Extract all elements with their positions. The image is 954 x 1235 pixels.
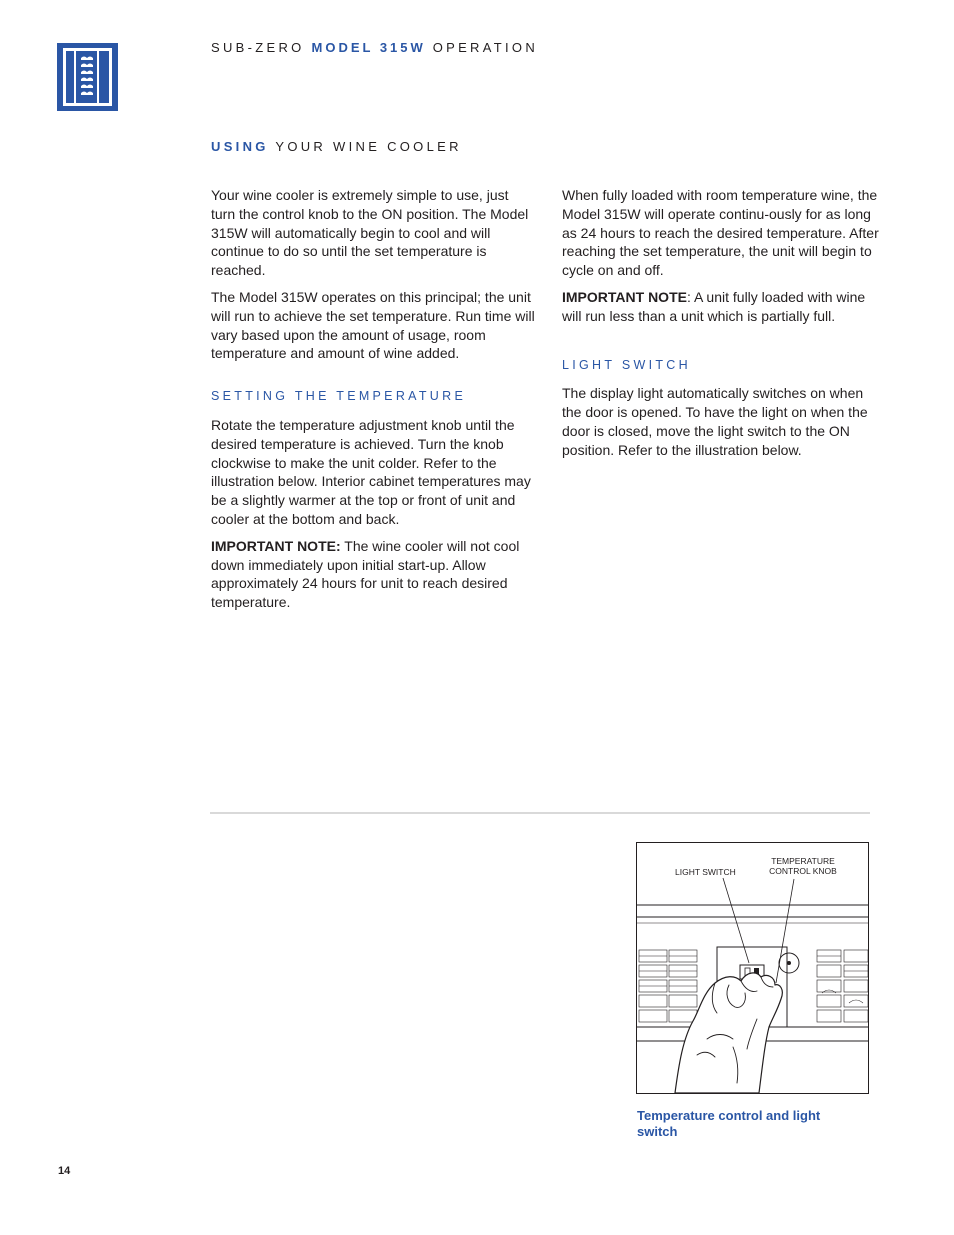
section-heading-rest: YOUR WINE COOLER — [275, 139, 462, 154]
section-divider — [210, 812, 870, 814]
figure-caption: Temperature control and light switch — [637, 1108, 821, 1139]
important-note-loaded — [562, 288, 882, 326]
section-name: OPERATION — [432, 40, 539, 55]
page-number: 14 — [58, 1165, 71, 1177]
running-head — [211, 40, 538, 55]
note-text: The wine cooler will not cool down immediately upon initial start-up. Allow approximately 24 hours for unit to reach desired temperature. — [211, 537, 520, 611]
note-text: : A unit fully loaded with wine will run less than a unit which is partially full. — [562, 288, 866, 324]
right-column — [562, 186, 882, 468]
control-panel-drawing — [637, 843, 869, 1094]
intro-paragraph: Your wine cooler is extremely simple to use, just turn the control knob to the ON position. The Model 315W will automatically begin to cool and will continue to do so until the set temperature is reached. — [211, 187, 529, 279]
control-panel-illustration — [636, 842, 869, 1094]
light-switch-heading: LIGHT SWITCH — [562, 357, 691, 372]
light-switch-label: LIGHT SWITCH — [675, 867, 736, 877]
note-label: IMPORTANT NOTE: — [211, 537, 341, 554]
model-name: MODEL 315W — [311, 40, 426, 55]
principle-paragraph: The Model 315W operates on this principal; the unit will run to achieve the set temperature. Run time will vary based upon the amount of usage, room temperature and amount of wine added. — [211, 288, 535, 362]
left-column — [211, 186, 536, 620]
setting-temperature-heading: SETTING THE TEMPERATURE — [211, 389, 467, 404]
important-note-startup — [211, 537, 536, 612]
section-heading-accent: USING — [211, 139, 269, 154]
setting-temperature-paragraph: Rotate the temperature adjustment knob until the desired temperature is achieved. Turn the knob clockwise to make the unit colder. Refer to the illustration below. Interior cabinet temperatures may be a slightly warmer at the top or front of unit and cooler at the bottom and back. — [211, 416, 531, 527]
temperature-control-knob-label: TEMPERATURE CONTROL KNOB — [769, 856, 837, 876]
sub-zero-logo — [57, 43, 118, 111]
note-label: IMPORTANT NOTE — [562, 288, 687, 305]
section-heading — [211, 139, 462, 154]
fully-loaded-paragraph: When fully loaded with room temperature wine, the Model 315W will operate continu-ously for as long as 24 hours to reach the desired temperature. After reaching the set temperature, the unit will begin to cycle on and off. — [562, 187, 879, 279]
brand-name: SUB-ZERO — [211, 40, 305, 55]
light-switch-paragraph: The display light automatically switches on when the door is opened. To have the light on when the door is closed, move the light switch to the ON position. Refer to the illustration below. — [562, 385, 868, 458]
